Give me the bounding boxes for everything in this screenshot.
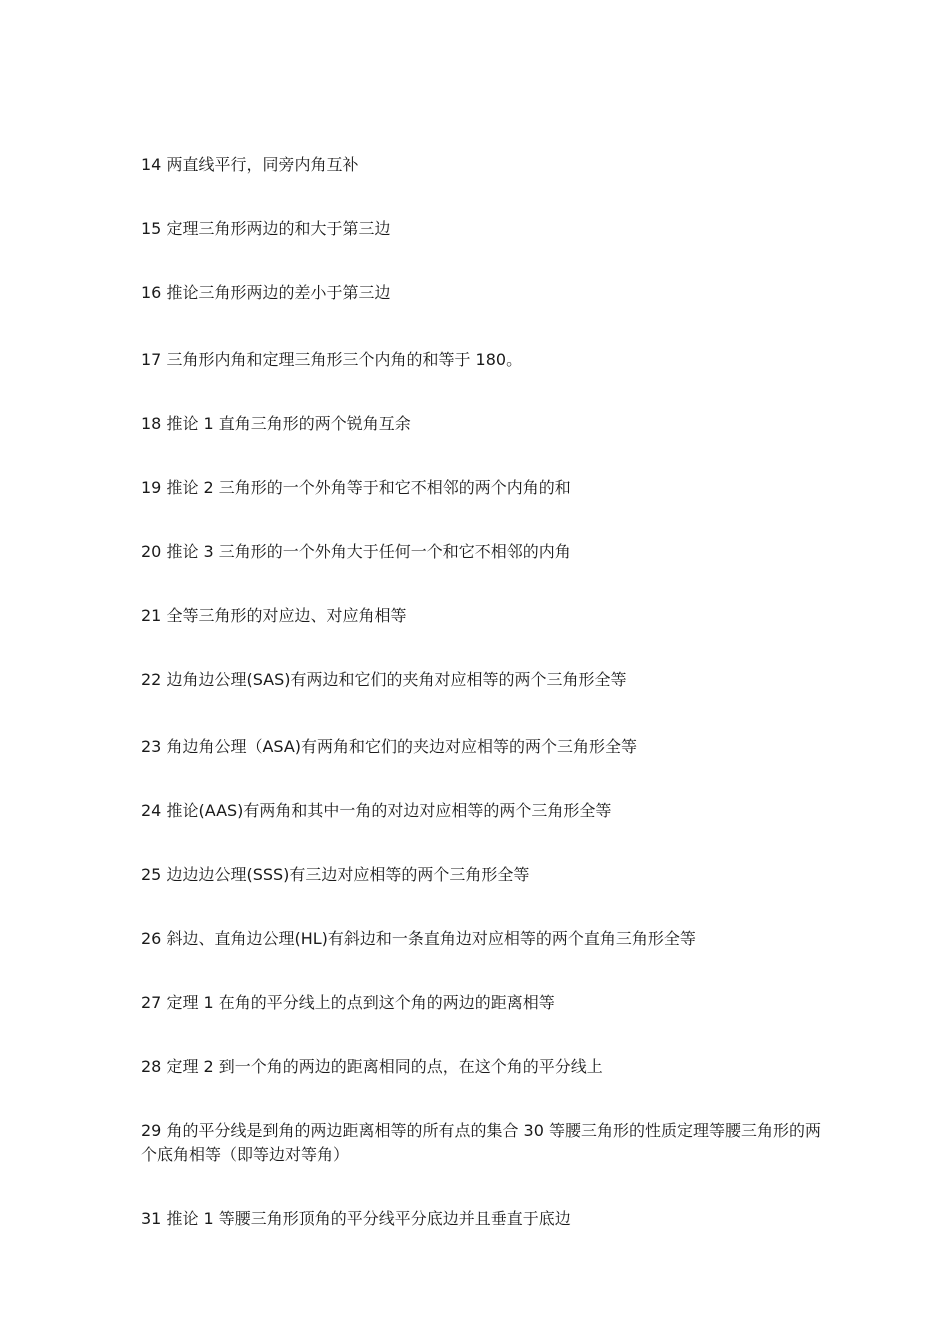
text-line-18: 18 推论 1 直角三角形的两个锐角互余: [141, 414, 411, 433]
text-line-26: 26 斜边、直角边公理(HL)有斜边和一条直角边对应相等的两个直角三角形全等: [141, 929, 696, 948]
text-line-28: 28 定理 2 到一个角的两边的距离相同的点，在这个角的平分线上: [141, 1057, 603, 1076]
text-line-20: 20 推论 3 三角形的一个外角大于任何一个和它不相邻的内角: [141, 542, 571, 561]
text-line-16: 16 推论三角形两边的差小于第三边: [141, 283, 391, 302]
text-line-25: 25 边边边公理(SSS)有三边对应相等的两个三角形全等: [141, 865, 530, 884]
text-line-27: 27 定理 1 在角的平分线上的点到这个角的两边的距离相等: [141, 993, 555, 1012]
text-line-23: 23 角边角公理（ASA)有两角和它们的夹边对应相等的两个三角形全等: [141, 737, 638, 756]
text-line-15: 15 定理三角形两边的和大于第三边: [141, 219, 391, 238]
text-line-21: 21 全等三角形的对应边、对应角相等: [141, 606, 407, 625]
text-line-14: 14 两直线平行，同旁内角互补: [141, 155, 359, 174]
text-line-29-30: 29 角的平分线是到角的两边距离相等的所有点的集合 30 等腰三角形的性质定理等腰三角形的两个底角相等（即等边对等角）: [141, 1121, 821, 1164]
text-line-22: 22 边角边公理(SAS)有两边和它们的夹角对应相等的两个三角形全等: [141, 670, 627, 689]
text-line-17: 17 三角形内角和定理三角形三个内角的和等于 180。: [141, 350, 523, 369]
text-line-19: 19 推论 2 三角形的一个外角等于和它不相邻的两个内角的和: [141, 478, 571, 497]
text-line-24: 24 推论(AAS)有两角和其中一角的对边对应相等的两个三角形全等: [141, 801, 612, 820]
text-line-31: 31 推论 1 等腰三角形顶角的平分线平分底边并且垂直于底边: [141, 1209, 571, 1228]
